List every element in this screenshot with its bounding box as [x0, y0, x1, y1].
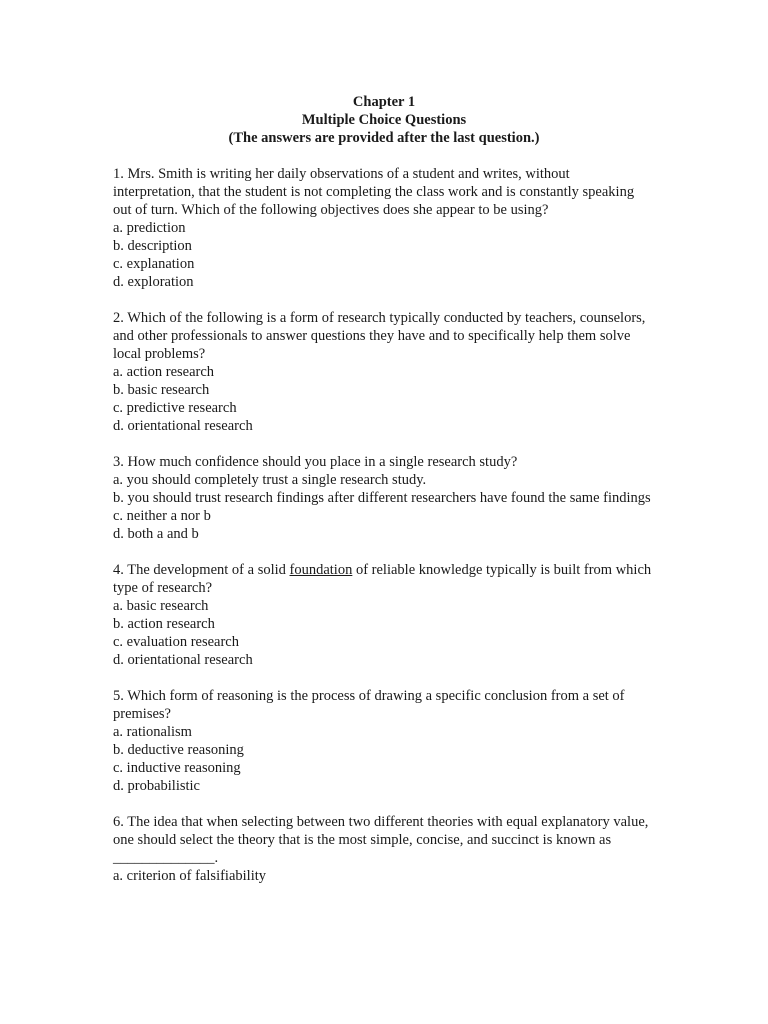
answer-options: [113, 597, 653, 669]
question-stem: 1. Mrs. Smith is writing her daily observations of a student and writes, without interpretation, that the student is not completing the class work and is constantly speaking out of turn. Which of the following objectives does she appear to be using?: [113, 166, 635, 218]
answer-option: d. both a and b: [113, 526, 199, 542]
stem-text-before: 4. The development of a solid: [113, 562, 290, 578]
answer-option: a. rationalism: [113, 724, 192, 740]
stem-text-after: of reliable knowledge typically is built from which type of research?: [113, 562, 652, 596]
answer-option: d. exploration: [113, 274, 194, 290]
answer-option: c. inductive reasoning: [113, 760, 241, 776]
answer-option: b. basic research: [113, 382, 210, 398]
answer-option: a. you should completely trust a single research study.: [113, 472, 427, 488]
question-stem: 2. Which of the following is a form of research typically conducted by teachers, counselors, and other professionals to answer questions they have and to specifically help them solve local problems?: [113, 310, 646, 362]
question-5: [113, 687, 653, 795]
answer-option: c. evaluation research: [113, 634, 239, 650]
answer-options: [113, 723, 653, 795]
answer-option: b. deductive reasoning: [113, 742, 244, 758]
answer-option: a. action research: [113, 364, 215, 380]
question-stem: 5. Which form of reasoning is the process of drawing a specific conclusion from a set of premises?: [113, 688, 625, 722]
answers-note: (The answers are provided after the last question.): [228, 130, 540, 146]
question-2: [113, 309, 653, 435]
fill-in-blank: ______________.: [113, 850, 219, 866]
answer-options: [113, 219, 653, 291]
answer-option: d. orientational research: [113, 652, 253, 668]
question-stem: 3. How much confidence should you place in a single research study?: [113, 454, 518, 470]
question-list: [113, 165, 653, 903]
answer-options: [113, 867, 653, 885]
question-stem: [113, 813, 653, 867]
answer-option: a. criterion of falsifiability: [113, 868, 267, 884]
question-stem: [113, 561, 653, 597]
answer-option: b. action research: [113, 616, 215, 632]
answer-option: b. you should trust research findings after different researchers have found the same findings: [113, 490, 651, 506]
question-6: [113, 813, 653, 885]
answer-option: a. basic research: [113, 598, 209, 614]
answer-options: [113, 363, 653, 435]
answer-option: a. prediction: [113, 220, 186, 236]
underlined-term: foundation: [289, 562, 353, 578]
answer-option: d. probabilistic: [113, 778, 200, 794]
answer-option: c. neither a nor b: [113, 508, 211, 524]
stem-text: 6. The idea that when selecting between two different theories with equal explanatory value, one should select the theory that is the most simple, concise, and succinct is known as: [113, 814, 649, 848]
answer-option: c. explanation: [113, 256, 195, 272]
document-header: [0, 93, 768, 147]
section-subtitle: Multiple Choice Questions: [301, 112, 467, 128]
question-4: [113, 561, 653, 669]
chapter-title: Chapter 1: [352, 94, 416, 110]
answer-option: d. orientational research: [113, 418, 253, 434]
answer-option: c. predictive research: [113, 400, 237, 416]
answer-options: [113, 471, 653, 543]
question-1: [113, 165, 653, 291]
question-3: [113, 453, 653, 543]
answer-option: b. description: [113, 238, 192, 254]
